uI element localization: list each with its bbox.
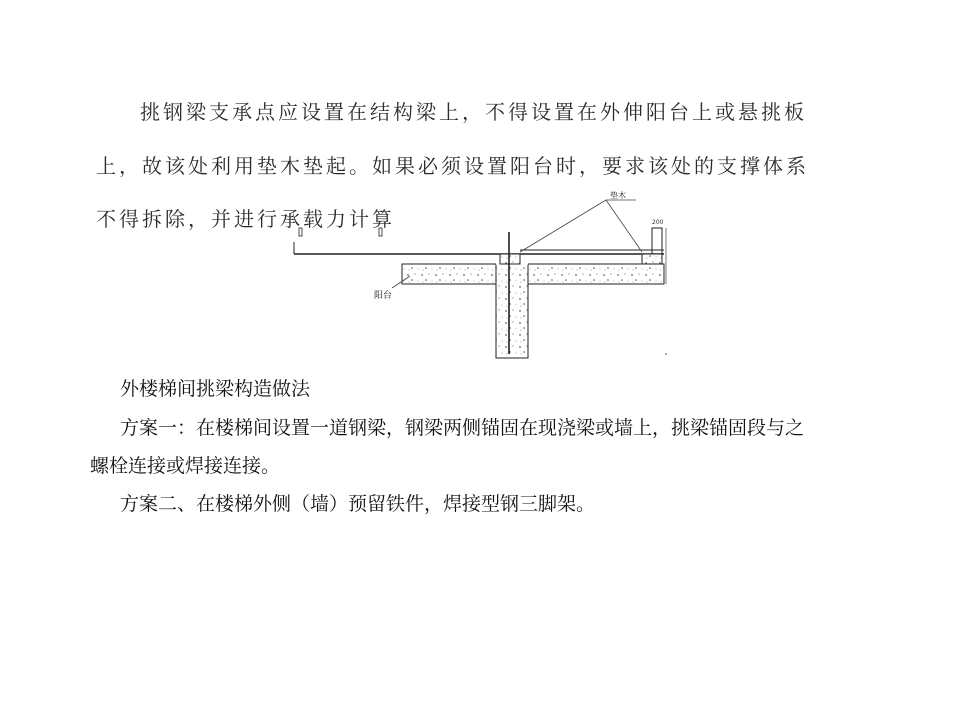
anchor-tick-right xyxy=(379,228,382,236)
wood-pad-right xyxy=(642,254,662,264)
leader-line xyxy=(520,200,606,252)
label-dim: 200 xyxy=(652,219,664,226)
structural-column xyxy=(496,264,528,358)
scheme-one-line-2: 螺栓连接或焊接连接。 xyxy=(90,455,281,477)
label-balcony: 阳台 xyxy=(374,291,393,301)
leader-line xyxy=(606,200,642,252)
scheme-two: 方案二、在楼梯外侧（墙）预留铁件，焊接型钢三脚架。 xyxy=(120,493,596,515)
scheme-one-line-1: 方案一：在楼梯间设置一道钢梁，钢梁两侧锚固在现浇梁或墙上，挑梁锚固段与之 xyxy=(120,417,805,439)
wood-pad-left xyxy=(500,254,520,264)
balcony-slab xyxy=(402,264,664,284)
anchor-tick-left xyxy=(299,228,302,236)
label-wood: 垫木 xyxy=(610,191,626,200)
instruction-line-2: 上，故该处利用垫木垫起。如果必须设置阳台时，要求该处的支撑体系 xyxy=(96,154,809,178)
steel-beam xyxy=(294,242,664,254)
cantilever-beam-diagram xyxy=(280,188,680,360)
instruction-line-1: 挑钢梁支承点应设置在结构梁上，不得设置在外伸阳台上或悬挑板 xyxy=(140,100,807,124)
instruction-line-3: 不得拆除，并进行承载力计算 xyxy=(96,207,395,231)
section-heading: 外楼梯间挑梁构造做法 xyxy=(120,378,311,400)
